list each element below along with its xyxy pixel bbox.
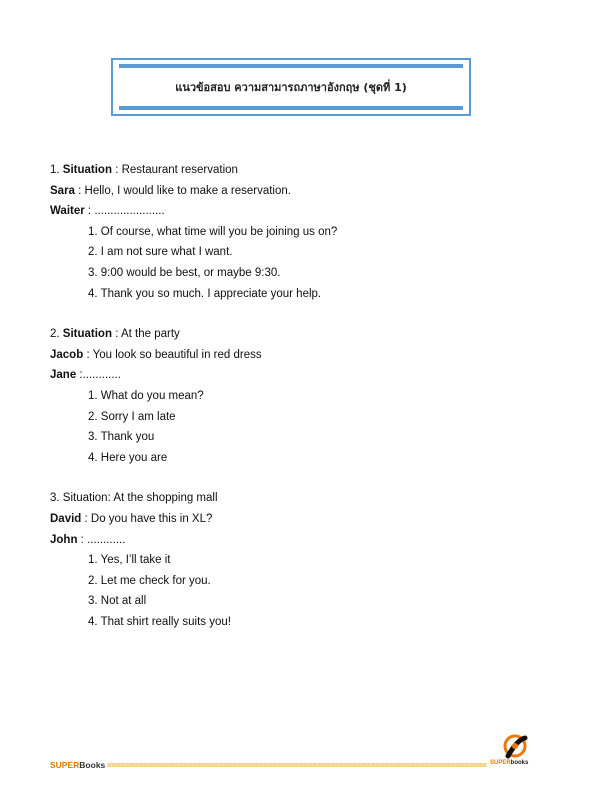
footer-divider: ===================================================================================== [105,760,487,770]
speaker-name: Waiter [50,205,85,218]
speaker-name: Jacob [50,348,84,361]
spacer [50,304,570,324]
situation-text: : At the party [112,328,180,341]
blank-line [50,530,570,551]
dialogue-line [50,181,570,202]
speaker-name: John [50,533,78,546]
answer-option: 2. Sorry I am late [88,410,176,423]
question-number: 2. [50,328,60,341]
logo-dot [512,743,518,749]
answer-option: 1. What do you mean? [88,389,204,402]
title-box-bottom-bar [119,106,463,110]
logo-text-books: books [510,760,529,766]
title-box [111,58,471,116]
answer-blank: :............ [76,369,121,382]
blank-line [50,201,570,222]
dialogue-text: : You look so beautiful in red dress [83,348,262,361]
footer-brand-books: Books [79,760,106,770]
spacer [50,468,570,488]
speaker-name: Jane [50,369,77,382]
question-number: 1. [50,164,60,176]
logo-text [490,760,550,766]
page-title: แนวข้อสอบ ความสามารถภาษาอังกฤษ (ชุดที่ 1) [175,81,407,94]
dialogue-line [50,345,570,366]
situation-text: : At the shopping mall [107,492,218,505]
dialogue-line [50,509,570,530]
answer-option: 2. Let me check for you. [88,574,211,587]
answer-blank: : ............ [77,533,126,546]
situation-label: Situation [62,328,112,341]
answer-option: 4. That shirt really suits you! [88,615,231,628]
answer-option: 3. 9:00 would be best, or maybe 9:30. [88,266,281,279]
situation-text: : Restaurant reservation [112,164,238,176]
footer [50,758,490,772]
superbooks-logo-icon [490,730,540,762]
speaker-name: David [50,512,82,525]
footer-brand-super: SUPER [50,760,80,770]
answer-option: 3. Not at all [88,595,147,608]
dialogue-text: : Do you have this in XL? [81,512,213,525]
speaker-name: Sara [50,184,75,197]
situation-label: Situation [62,164,112,176]
situation-label: Situation [62,492,108,505]
question-list [50,160,570,632]
blank-line [50,365,570,386]
logo-text-super: SUPER [490,760,511,766]
answer-option: 3. Thank you [88,431,155,444]
dialogue-text: : Hello, I would like to make a reservation. [74,184,291,197]
situation-line [50,160,570,181]
title-box-top-bar [119,64,463,68]
answer-option: 4. Thank you so much. I appreciate your help. [88,287,322,300]
answer-option: 1. Of course, what time will you be joining us on? [88,225,338,238]
situation-line [50,488,570,509]
answer-option: 2. I am not sure what I want. [88,246,233,259]
superbooks-logo [490,730,540,770]
situation-line [50,324,570,345]
question-number: 3. [50,492,60,505]
answer-option: 4. Here you are [88,451,168,464]
answer-option: 1. Yes, I’ll take it [88,554,171,567]
answer-blank: : ...................... [84,205,165,218]
